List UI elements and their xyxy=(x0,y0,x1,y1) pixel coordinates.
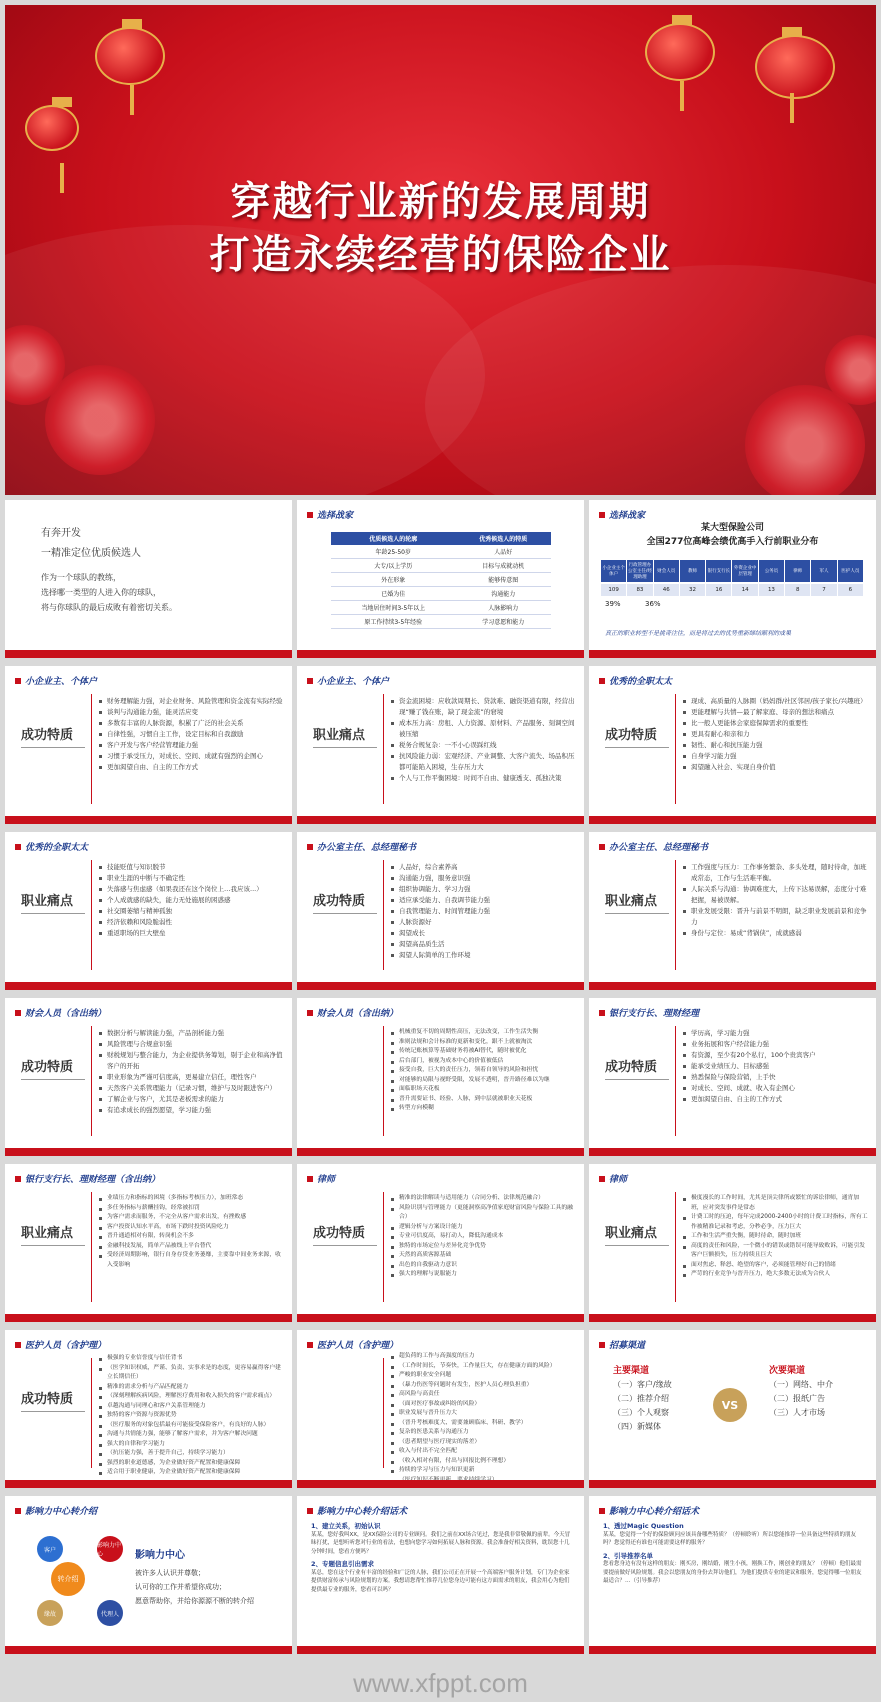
slide-finance-pain xyxy=(297,998,584,1156)
list-item: 财税规划与整合能力，为企业提供务筹划，剔于企业和高净值客户的开拓 xyxy=(99,1050,284,1072)
list-item: 多任务指标与薪酬挂钩，经常被扣罚 xyxy=(99,1204,284,1214)
list-item: 重返职场的巨大壁垒 xyxy=(99,928,284,939)
list-item: 更具有耐心和亲和力 xyxy=(683,729,868,740)
slide-label: 职业痛点 xyxy=(605,1222,669,1246)
divider xyxy=(675,694,676,804)
divider xyxy=(91,1192,92,1302)
slide-label: 职业痛点 xyxy=(605,890,669,914)
list-item: 严峻的职业安全问题 xyxy=(391,1371,576,1381)
divider xyxy=(383,1026,384,1136)
relation-node: 缘故 xyxy=(37,1600,63,1626)
slide-title: 财会人员（含出纳） xyxy=(307,1006,398,1019)
slide-influence-center xyxy=(5,1496,292,1654)
list-item: （工作时间长，节奏快，工作量巨大，存在健康方面的风险） xyxy=(391,1362,576,1372)
red-footer-bar xyxy=(297,1314,584,1322)
red-footer-bar xyxy=(589,650,876,658)
list-item: （深刻理解疾病风险，理解医疗费用和收入损失的客户需求痛点） xyxy=(99,1392,284,1402)
slide-referral-script-1 xyxy=(297,1496,584,1654)
slide-title: 选择战家 xyxy=(599,508,645,521)
table-header: 优质候选人的轮廓 xyxy=(331,532,456,545)
list-item: （暴力伤医等问题时有发生，医护人员心理负担重） xyxy=(391,1381,576,1391)
list-item: 职业形象为严谨可信度高，更易建立信任，理性客户 xyxy=(99,1072,284,1083)
list-item: 个人成就感的缺失，能力无处施展的困惑感 xyxy=(99,895,284,906)
list-item: 职业发展与晋升压力大 xyxy=(391,1409,576,1419)
list-item: 渴望高品质生活 xyxy=(391,939,576,950)
list-item: 对能够的局限与视野受限，发展不透明，晋升路径难以为继 xyxy=(391,1076,576,1086)
red-footer-bar xyxy=(589,1646,876,1654)
list-item: 身份与定位：易成“背锅侠”，成就感弱 xyxy=(683,928,868,939)
list-item: 高风险与高责任 xyxy=(391,1390,576,1400)
red-footer-bar xyxy=(297,650,584,658)
divider xyxy=(383,1192,384,1302)
slide-label: 职业痛点 xyxy=(313,724,377,748)
list-item: （患者期望与医疗现实的落差） xyxy=(391,1438,576,1448)
slide-referral-script-2 xyxy=(589,1496,876,1654)
table-row: 原工作持续3-5年经验 学习意愿和能力 xyxy=(331,615,551,629)
list-item: 现成、高质量的人脉圈（妈妈群/社区邻居/孩子家长/兴趣班） xyxy=(683,696,868,707)
slide-title: 律师 xyxy=(599,1172,627,1185)
bullet-list xyxy=(391,1028,576,1114)
slide-intro xyxy=(5,500,292,658)
list-item: 更能理解与共情—最了解家庭、母亲的想法和痛点 xyxy=(683,707,868,718)
list-item: 独特的市场定位与差异化竞争优势 xyxy=(391,1242,576,1252)
list-item: 客户投资认知水平高，市场下跌时投资风险吃力 xyxy=(99,1223,284,1233)
candidate-table xyxy=(331,532,551,629)
list-item: （收入相对有限，付出与回报比例不理想） xyxy=(391,1457,576,1467)
list-item: 更加渴望自由、自主的工作方式 xyxy=(99,762,284,773)
list-item: 极度漫长的工作时间，尤其是顶尖律所或繁忙的诉讼律师，通宵加班，应对突发事件是常态 xyxy=(683,1194,868,1213)
list-item: 复杂的医患关系与沟通压力 xyxy=(391,1428,576,1438)
slide-title: 办公室主任、总经理秘书 xyxy=(307,840,416,853)
bullet-list xyxy=(99,1354,284,1478)
bullet-list xyxy=(99,696,284,773)
list-item: 技能贬值与知识脱节 xyxy=(99,862,284,873)
bullet-list xyxy=(683,1194,868,1280)
slide-bank-pain xyxy=(5,1164,292,1322)
intro-body: 作为一个球队的教练， 选择哪一类型的人进入你的球队， 将与你球队的最后成败有着密切关系。 xyxy=(41,573,177,612)
list-item: 学历高，学习能力强 xyxy=(683,1028,868,1039)
slide-title: 影响力中心转介绍话术 xyxy=(307,1504,407,1517)
red-footer-bar xyxy=(297,982,584,990)
list-item: 习惯于承受压力，对成长、空间、成就有强烈的企图心 xyxy=(99,751,284,762)
list-item: 工作和生活严重失衡，随时待命，随时加班 xyxy=(683,1232,868,1242)
list-item: 失落感与焦虑感（如果我还在这个岗位上…我应该...） xyxy=(99,884,284,895)
list-item: 超负荷的工作与高强度的压力 xyxy=(391,1352,576,1362)
primary-channels: 主要渠道 （一）客户/缘故 （二）推荐介绍 （三）个人观察 （四）新媒体 xyxy=(613,1366,672,1431)
bullet-list xyxy=(391,862,576,961)
slide-secretary-pain xyxy=(589,832,876,990)
slide-title: 小企业主、个体户 xyxy=(307,674,389,687)
red-footer-bar xyxy=(297,1480,584,1488)
slide-title: 招募渠道 xyxy=(599,1338,645,1351)
influence-title: 影响力中心 xyxy=(135,1550,185,1561)
list-item: 精准的法律解读与适用能力（合同分析、法律规范融合） xyxy=(391,1194,576,1204)
list-item: 多数有丰富的人脉资源，积累了广泛的社会关系 xyxy=(99,718,284,729)
career-header-row: 小企业主个体户 行政管理办公室主任/经理助理 财会人员 教师 银行支行长 外资企业中层管理 公务员 律师 军人 医护人员 xyxy=(601,560,863,582)
slide-medical-pain xyxy=(297,1330,584,1488)
percent-label: 39% xyxy=(605,600,621,608)
watermark: www.xfppt.com xyxy=(353,1668,528,1698)
table-row: 外在形象 能够传意图 xyxy=(331,573,551,587)
list-item: 个人与工作平衡困境：时间不自由、健康透支、孤独决策 xyxy=(391,773,576,784)
influence-list: 被许多人认识并尊敬； 认可你的工作并希望你成功； 愿意帮助你，并给你源源不断的转介绍 xyxy=(135,1569,254,1605)
list-item: 面临职场天花板 xyxy=(391,1085,576,1095)
list-item: （医疗服务的对象包括最有可能接受保险客户，有良好的人脉） xyxy=(99,1421,284,1431)
list-item: 风险管理与合规意识强 xyxy=(99,1039,284,1050)
slide-title: 医护人员（含护理） xyxy=(15,1338,106,1351)
slide-finance-traits xyxy=(5,998,292,1156)
slide-title: 小企业主、个体户 xyxy=(15,674,97,687)
list-item: 人脉资源好 xyxy=(391,917,576,928)
list-item: 收入与付出不完全匹配 xyxy=(391,1447,576,1457)
bullet-list xyxy=(391,1194,576,1280)
slide-label: 成功特质 xyxy=(605,1056,669,1080)
referral-hub: 转介绍 xyxy=(51,1562,85,1596)
list-item: 自律性强，习惯自主工作，设定目标和自我激励 xyxy=(99,729,284,740)
list-item: 韧性、耐心和抗压能力强 xyxy=(683,740,868,751)
slide-label: 职业痛点 xyxy=(21,890,85,914)
list-item: 晋升需要证书、经验、人脉，到中层就被职业天花板 xyxy=(391,1095,576,1105)
red-footer-bar xyxy=(589,1480,876,1488)
list-item: 转型方向模糊 xyxy=(391,1104,576,1114)
red-footer-bar xyxy=(5,1148,292,1156)
slide-lawyer-traits xyxy=(297,1164,584,1322)
slide-housewife-traits xyxy=(589,666,876,824)
list-item: 渴望人际简单的工作环境 xyxy=(391,950,576,961)
bullet-list xyxy=(683,696,868,773)
list-item: 渴望成长 xyxy=(391,928,576,939)
company-name: 某大型保险公司 xyxy=(700,523,764,533)
red-footer-bar xyxy=(589,816,876,824)
slide-housewife-pain xyxy=(5,832,292,990)
list-item: 计费工时的压迫，每年完成2000-2400小时的计费工时指标，所有工作被精准记录和考虑，分秒必争，压力巨大 xyxy=(683,1213,868,1232)
list-item: 熟悉保险与保险营销，上手快 xyxy=(683,1072,868,1083)
slide-title: 有奔开发 xyxy=(41,528,81,539)
divider xyxy=(91,694,92,804)
list-item: 经济依赖和风险脆弱性 xyxy=(99,917,284,928)
lantern-icon xyxy=(645,23,715,81)
list-item: 高度的责任和风险，一个微小的错误或错误可能导致败诉，可能引发客户巨额损失，压力持续且巨大 xyxy=(683,1242,868,1261)
slide-title: 影响力中心转介绍 xyxy=(15,1504,97,1517)
bullet-list xyxy=(99,1194,284,1270)
slide-title: 医护人员（含护理） xyxy=(307,1338,398,1351)
list-item: 准则法规和会计标准的更新和变化，跟不上就被淘汰 xyxy=(391,1038,576,1048)
list-item: 强大的理解与说服能力 xyxy=(391,1270,576,1280)
list-item: 组织协调能力、学习力强 xyxy=(391,884,576,895)
bullet-list xyxy=(391,696,576,784)
red-footer-bar xyxy=(589,1314,876,1322)
slide-label: 成功特质 xyxy=(21,1056,85,1080)
list-item: 金融科技发展，简单产品被线上平台替代 xyxy=(99,1242,284,1252)
divider xyxy=(91,860,92,970)
list-item: 严苛的行业竞争与晋升压力，绝大多数无法成为合伙人 xyxy=(683,1270,868,1280)
slide-smb-pain xyxy=(297,666,584,824)
list-item: 出色的自我驱动力意识 xyxy=(391,1261,576,1271)
table-row: 年龄25-50岁 人品好 xyxy=(331,545,551,559)
slide-title: 银行支行长、理财经理 xyxy=(599,1006,699,1019)
divider xyxy=(383,860,384,970)
slide-title: 律师 xyxy=(307,1172,335,1185)
list-item: 受经济周期影响，银行自身存贷业务萎靡，主要靠中间业务来源，收入受影响 xyxy=(99,1251,284,1270)
red-footer-bar xyxy=(5,1646,292,1654)
list-item: 极强的专业信誉度与信任背书 xyxy=(99,1354,284,1364)
red-footer-bar xyxy=(589,982,876,990)
lantern-icon xyxy=(755,35,835,99)
lantern-icon xyxy=(25,105,79,151)
list-item: 沟通能力强，服务意识强 xyxy=(391,873,576,884)
list-item: 有追求成长的强烈愿望，学习能力强 xyxy=(99,1105,284,1116)
cover-title-line1: 穿越行业新的发展周期 xyxy=(230,178,651,225)
slide-title: 优秀的全职太太 xyxy=(15,840,88,853)
slide-channels xyxy=(589,1330,876,1488)
red-footer-bar xyxy=(297,1646,584,1654)
list-item: 工作强度与压力：工作事务繁杂、多头处理，随时待命，加班成常态，工作与生活难平衡。 xyxy=(683,862,868,884)
lantern-icon xyxy=(95,27,165,85)
list-item: （抗压能力强，善于提升自己，持续学习能力） xyxy=(99,1449,284,1459)
list-item: 资金流困境：应收款周期长、贷款难、融资渠道有限，经营出现“赚了钱在账，缺了现金流”的窘境 xyxy=(391,696,576,718)
percent-label: 36% xyxy=(645,600,661,608)
table-row: 大专/以上学历 目标与成就动机 xyxy=(331,559,551,573)
secondary-channels: 次要渠道 （一）网络、中介 （二）报纸广告 （三）人才市场 xyxy=(769,1366,833,1417)
divider xyxy=(383,1358,384,1468)
list-item: 渴望融入社会、实现自身价值 xyxy=(683,762,868,773)
script-text: 1、建立关系，初始认识 某某，您好我叫XX，是XX保险公司的专业顾问。我们之前在XX场合见过，您是我非常敬佩的前辈。今天冒昧打扰，是想听听您对行业的看法，也想向您学习如何拓展人脉和资源。我会准备好相关资料，耽误您十几分钟时间，您看方便吗？ 2、专题信息引出需求 某总，您在这个行业有丰富的经验和广泛的人脉，我们公司正在开展一个高端客户服务计划，专门为企业家提供财富传承与风险规划的方案。我想请您帮忙推荐几位您身边可能有这方面需求的朋友，我会用心为他们提供最专业的服务，您看可以吗？ xyxy=(311,1522,571,1593)
list-item: 了解企业与客户，尤其是老板需求的能力 xyxy=(99,1094,284,1105)
table-row: 已婚为佳 沟通能力 xyxy=(331,587,551,601)
list-item: 比一般人更能体会家庭保障需求的重要性 xyxy=(683,718,868,729)
list-item: 为客户需求而服务，不完全从客户需求出发，有挫败感 xyxy=(99,1213,284,1223)
slide-lawyer-pain xyxy=(589,1164,876,1322)
list-item: 自我管理能力、时间管理能力强 xyxy=(391,906,576,917)
list-item: 后台部门，被视为成本中心的价值被低估 xyxy=(391,1057,576,1067)
list-item: （医学知识权威，严谨、负责、实事求是的态度，更容易赢得客户建立长期信任） xyxy=(99,1364,284,1383)
list-item: 成本压力高：房租、人力资源、原材料、产品服务、刻调空间被压缩 xyxy=(391,718,576,740)
list-item: 天然客户关系管理能力（记录习惯，维护与及时跟进客户） xyxy=(99,1083,284,1094)
list-item: 抗风险能力弱：宏观经济、产业调整、大客户流失、场品积压都可能陷入困境，生存压力大 xyxy=(391,751,576,773)
slide-career-distribution xyxy=(589,500,876,658)
flower-icon xyxy=(45,365,155,475)
slide-secretary-traits xyxy=(297,832,584,990)
list-item: 业务拓展和客户经营能力强 xyxy=(683,1039,868,1050)
list-item: 谈判与沟通能力强，能灵活应变 xyxy=(99,707,284,718)
slide-quote: 真正的职业转型不是挑奇注往，而是将过去的优势重新缔结顺利的成果 xyxy=(605,630,792,637)
list-item: 适应承受能力、自我调节能力强 xyxy=(391,895,576,906)
red-footer-bar xyxy=(297,816,584,824)
slide-medical-traits xyxy=(5,1330,292,1488)
slide-subtitle: 一精准定位优质候选人 xyxy=(41,548,141,559)
list-item: 风险识别与管理能力（更能洞察高净值家庭财富风险与保险工具的融合） xyxy=(391,1204,576,1223)
list-item: 对成长、空间、成就、收入有企图心 xyxy=(683,1083,868,1094)
list-item: 人品好，综合素养高 xyxy=(391,862,576,873)
red-footer-bar xyxy=(5,1314,292,1322)
slide-label: 成功特质 xyxy=(313,890,377,914)
customer-node: 客户 xyxy=(37,1536,63,1562)
slide-title: 优秀的全职太太 xyxy=(599,674,672,687)
list-item: 社交圈萎缩与精神孤独 xyxy=(99,906,284,917)
bullet-list xyxy=(683,862,868,939)
list-item: 更加渴望自由、自主的工作方式 xyxy=(683,1094,868,1105)
bullet-list xyxy=(99,1028,284,1116)
cover-title-line2: 打造永续经营的保险企业 xyxy=(209,231,672,278)
vs-badge: VS xyxy=(713,1388,747,1422)
divider xyxy=(383,694,384,804)
list-item: 晋升通道相对有限，转岗机会不多 xyxy=(99,1232,284,1242)
list-item: 自身学习能力强 xyxy=(683,751,868,762)
red-footer-bar xyxy=(589,1148,876,1156)
list-item: 税务合规复杂：一不小心误踩红线 xyxy=(391,740,576,751)
divider xyxy=(675,1192,676,1302)
red-footer-bar xyxy=(5,816,292,824)
bullet-list xyxy=(99,862,284,939)
list-item: 卓越沟通与同理心和客户关系管理能力 xyxy=(99,1402,284,1412)
slide-smb-traits xyxy=(5,666,292,824)
agent-node: 代理人 xyxy=(97,1600,123,1626)
slide-title: 影响力中心转介绍话术 xyxy=(599,1504,699,1517)
list-item: 精准的需求分析与产品匹配能力 xyxy=(99,1383,284,1393)
bullet-list xyxy=(391,1352,576,1485)
red-footer-bar xyxy=(297,1148,584,1156)
divider xyxy=(675,1026,676,1136)
table-header: 优秀候选人的特质 xyxy=(456,532,552,545)
list-item: 独特的客户资源与资源优势 xyxy=(99,1411,284,1421)
cover-slide xyxy=(5,5,876,495)
list-item: 数据分析与解读能力强，产品剖析能力强 xyxy=(99,1028,284,1039)
red-footer-bar xyxy=(5,1480,292,1488)
list-item: 传统记账核算等基础财务将被AI替代，随时被优化 xyxy=(391,1047,576,1057)
slide-label: 成功特质 xyxy=(313,1222,377,1246)
slide-candidate-table xyxy=(297,500,584,658)
list-item: 职业生涯的中断与不确定性 xyxy=(99,873,284,884)
list-item: 财务理解能力强，对企业财务、风险管理和资金流有实际经验 xyxy=(99,696,284,707)
list-item: 强大的自律和学习能力 xyxy=(99,1440,284,1450)
list-item: 有资源，至少有20个私行，100个贵宾客户 xyxy=(683,1050,868,1061)
red-footer-bar xyxy=(5,650,292,658)
slide-title: 银行支行长、理财经理（含出纳） xyxy=(15,1172,160,1185)
list-item: 能承受业绩压力、目标感强 xyxy=(683,1061,868,1072)
list-item: 天然的高质客源基础 xyxy=(391,1251,576,1261)
list-item: （面对医疗事故或纠纷的风险） xyxy=(391,1400,576,1410)
list-item: 人际关系与沟通：协调难度大，上传下达易误解，态度分寸难把握，易被误解。 xyxy=(683,884,868,906)
distribution-title: 全国277位高峰会绩优高手入行前职业分布 xyxy=(646,537,819,547)
list-item: 专业可信度高，易打动人，降低沟通成本 xyxy=(391,1232,576,1242)
career-value-row: 109 83 46 32 16 14 13 8 7 6 xyxy=(601,584,863,596)
list-item: 业绩压力和指标的困境（多指标考核压力），加班常态 xyxy=(99,1194,284,1204)
table-row: 当地居住时间3-5年以上 人脉影响力 xyxy=(331,601,551,615)
list-item: 面对焦虑、释怒、绝望的客户，必须能管理好自己的情绪 xyxy=(683,1261,868,1271)
influence-node: 影响力中心 xyxy=(97,1536,123,1562)
list-item: 接受自我，巨大的责任压力，领着自领导的风险和担忧 xyxy=(391,1066,576,1076)
slide-label: 职业痛点 xyxy=(21,1222,85,1246)
list-item: 适合用于职业健康，为企业做好资产配置和健康保障 xyxy=(99,1468,284,1478)
divider xyxy=(91,1358,92,1468)
list-item: 机械重复不切的周期性高压，无法改变，工作生活失衡 xyxy=(391,1028,576,1038)
slide-label: 成功特质 xyxy=(605,724,669,748)
red-footer-bar xyxy=(5,982,292,990)
list-item: 职业发展受限：晋升与前景不明朗，缺乏职业发展前景和竞争力 xyxy=(683,906,868,928)
slide-title: 办公室主任、总经理秘书 xyxy=(599,840,708,853)
slide-label: 成功特质 xyxy=(21,1388,85,1412)
slide-title: 选择战家 xyxy=(307,508,353,521)
list-item: 沟通与共情能力强，能够了解客户需求，并为客户解决问题 xyxy=(99,1430,284,1440)
slide-label: 成功特质 xyxy=(21,724,85,748)
list-item: 强烈的职业道德感，为企业做好资产配置和健康保障 xyxy=(99,1459,284,1469)
list-item: 持续的学习与压力与知识更新 xyxy=(391,1466,576,1476)
divider xyxy=(91,1026,92,1136)
divider xyxy=(675,860,676,970)
slide-bank-traits xyxy=(589,998,876,1156)
bullet-list xyxy=(683,1028,868,1105)
list-item: 客户开发与客户经营管理能力强 xyxy=(99,740,284,751)
list-item: （晋升考核难度大、需要兼顾临床、科研、教学） xyxy=(391,1419,576,1429)
script-text: 1、透过Magic Question 某某，您觉得一个好的保险顾问应该具备哪些特质？（停顿聆听）所以您能推荐一位具备这些特质的朋友吗？您觉得还有谁也可能需要这样的服务？ 2、引导推荐名单 您看您身边有没有这样的朋友：刚买房，刚结婚，刚生小孩，刚换工作，刚创业的朋友？（停顿）他们最需要提前做好风险规划。我会以您朋友的身份去拜访他们，为他们提供专业的建议和服务，您觉得哪一位朋友最适合？…（引导推荐） xyxy=(603,1522,862,1584)
list-item: 逻辑分析与方案设计能力 xyxy=(391,1223,576,1233)
slide-title: 财会人员（含出纳） xyxy=(15,1006,106,1019)
